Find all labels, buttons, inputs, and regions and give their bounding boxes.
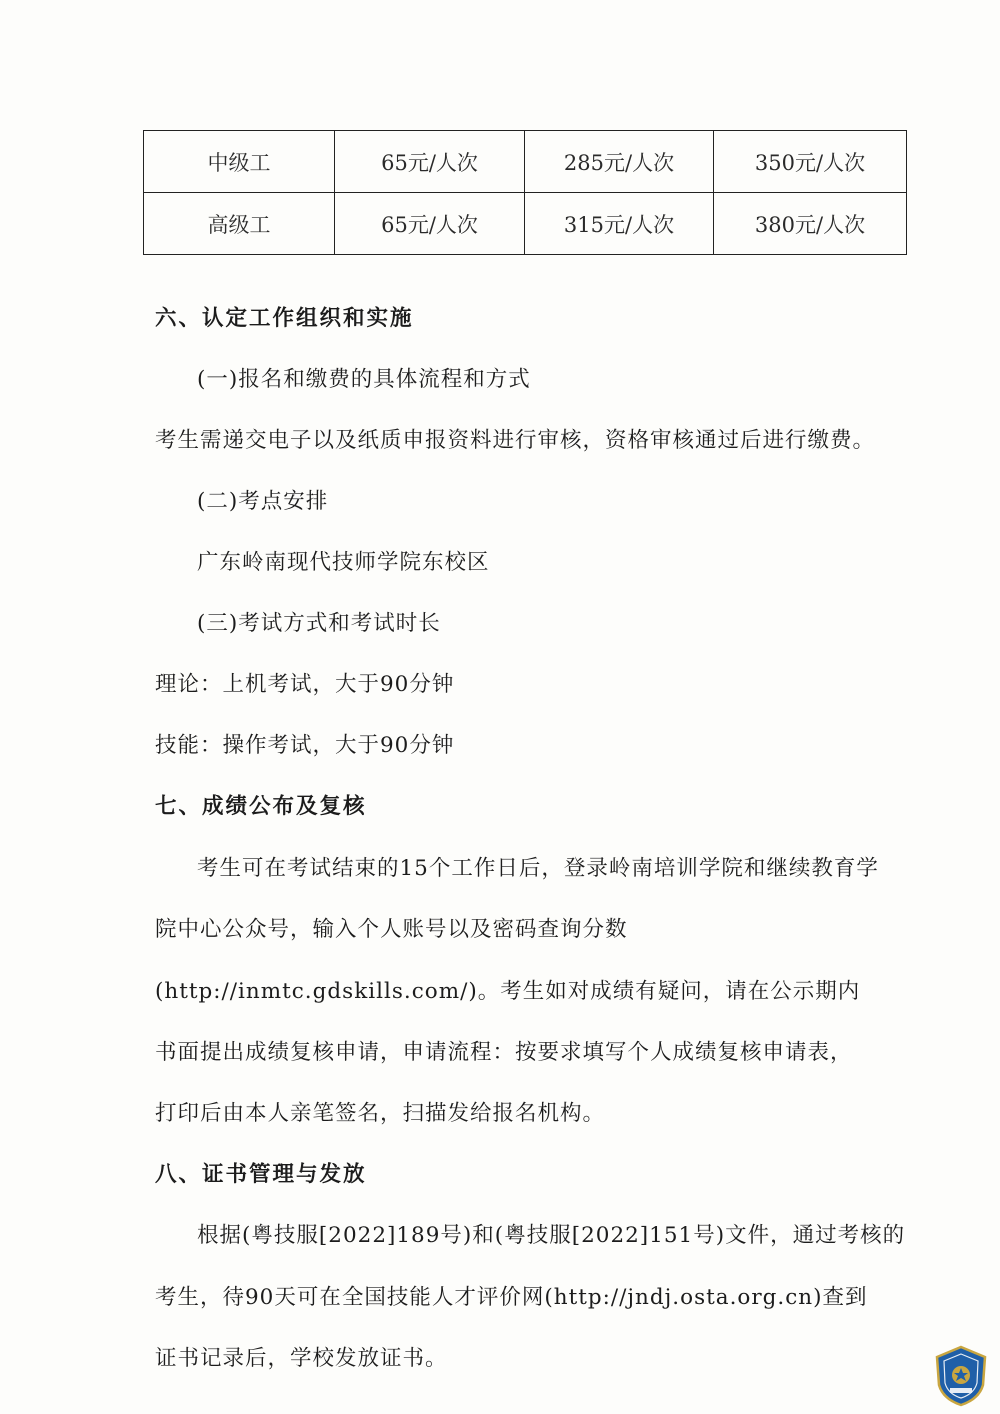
table-cell-fee: 285元/人次 xyxy=(525,131,714,193)
fee-table xyxy=(143,130,907,255)
section-six-skill: 技能：操作考试，大于90分钟 xyxy=(155,733,455,758)
section-eight-line: 根据(粤技服[2022]189号)和(粤技服[2022]151号)文件，通过考核的 xyxy=(197,1223,906,1248)
section-six-sub2-title: (二)考点安排 xyxy=(197,489,329,514)
section-seven-line: 打印后由本人亲笔签名，扫描发给报名机构。 xyxy=(155,1101,606,1126)
section-eight-line: 考生，待90天可在全国技能人才评价网(http://jndj.osta.org.cn)查到 xyxy=(155,1285,868,1310)
school-seal-icon xyxy=(935,1345,987,1407)
table-cell-fee: 380元/人次 xyxy=(714,193,907,255)
section-six-sub3-title: (三)考试方式和考试时长 xyxy=(197,611,441,636)
table-row xyxy=(144,193,907,255)
section-eight-line: 证书记录后，学校发放证书。 xyxy=(155,1346,448,1371)
table-cell-fee: 65元/人次 xyxy=(335,131,525,193)
section-six-theory: 理论：上机考试，大于90分钟 xyxy=(155,672,455,697)
table-row xyxy=(144,131,907,193)
section-seven-line: 书面提出成绩复核申请，申请流程：按要求填写个人成绩复核申请表， xyxy=(155,1040,853,1065)
section-seven-line: 考生可在考试结束的15个工作日后，登录岭南培训学院和继续教育学 xyxy=(197,856,879,881)
section-eight-heading: 八、证书管理与发放 xyxy=(155,1162,367,1187)
section-six-heading: 六、认定工作组织和实施 xyxy=(155,306,414,331)
table-cell-fee: 315元/人次 xyxy=(525,193,714,255)
table-cell-fee: 65元/人次 xyxy=(335,193,525,255)
table-cell-level: 中级工 xyxy=(144,131,335,193)
section-seven-line: 院中心公众号，输入个人账号以及密码查询分数 xyxy=(155,917,628,942)
table-cell-fee: 350元/人次 xyxy=(714,131,907,193)
section-six-sub1-body: 考生需递交电子以及纸质申报资料进行审核，资格审核通过后进行缴费。 xyxy=(155,428,876,453)
section-six-sub2-body: 广东岭南现代技师学院东校区 xyxy=(197,550,490,575)
section-seven-heading: 七、成绩公布及复核 xyxy=(155,794,367,819)
section-seven-line: (http://inmtc.gdskills.com/)。考生如对成绩有疑问，请在公示期内 xyxy=(155,979,861,1004)
section-six-sub1-title: (一)报名和缴费的具体流程和方式 xyxy=(197,367,531,392)
table-cell-level: 高级工 xyxy=(144,193,335,255)
